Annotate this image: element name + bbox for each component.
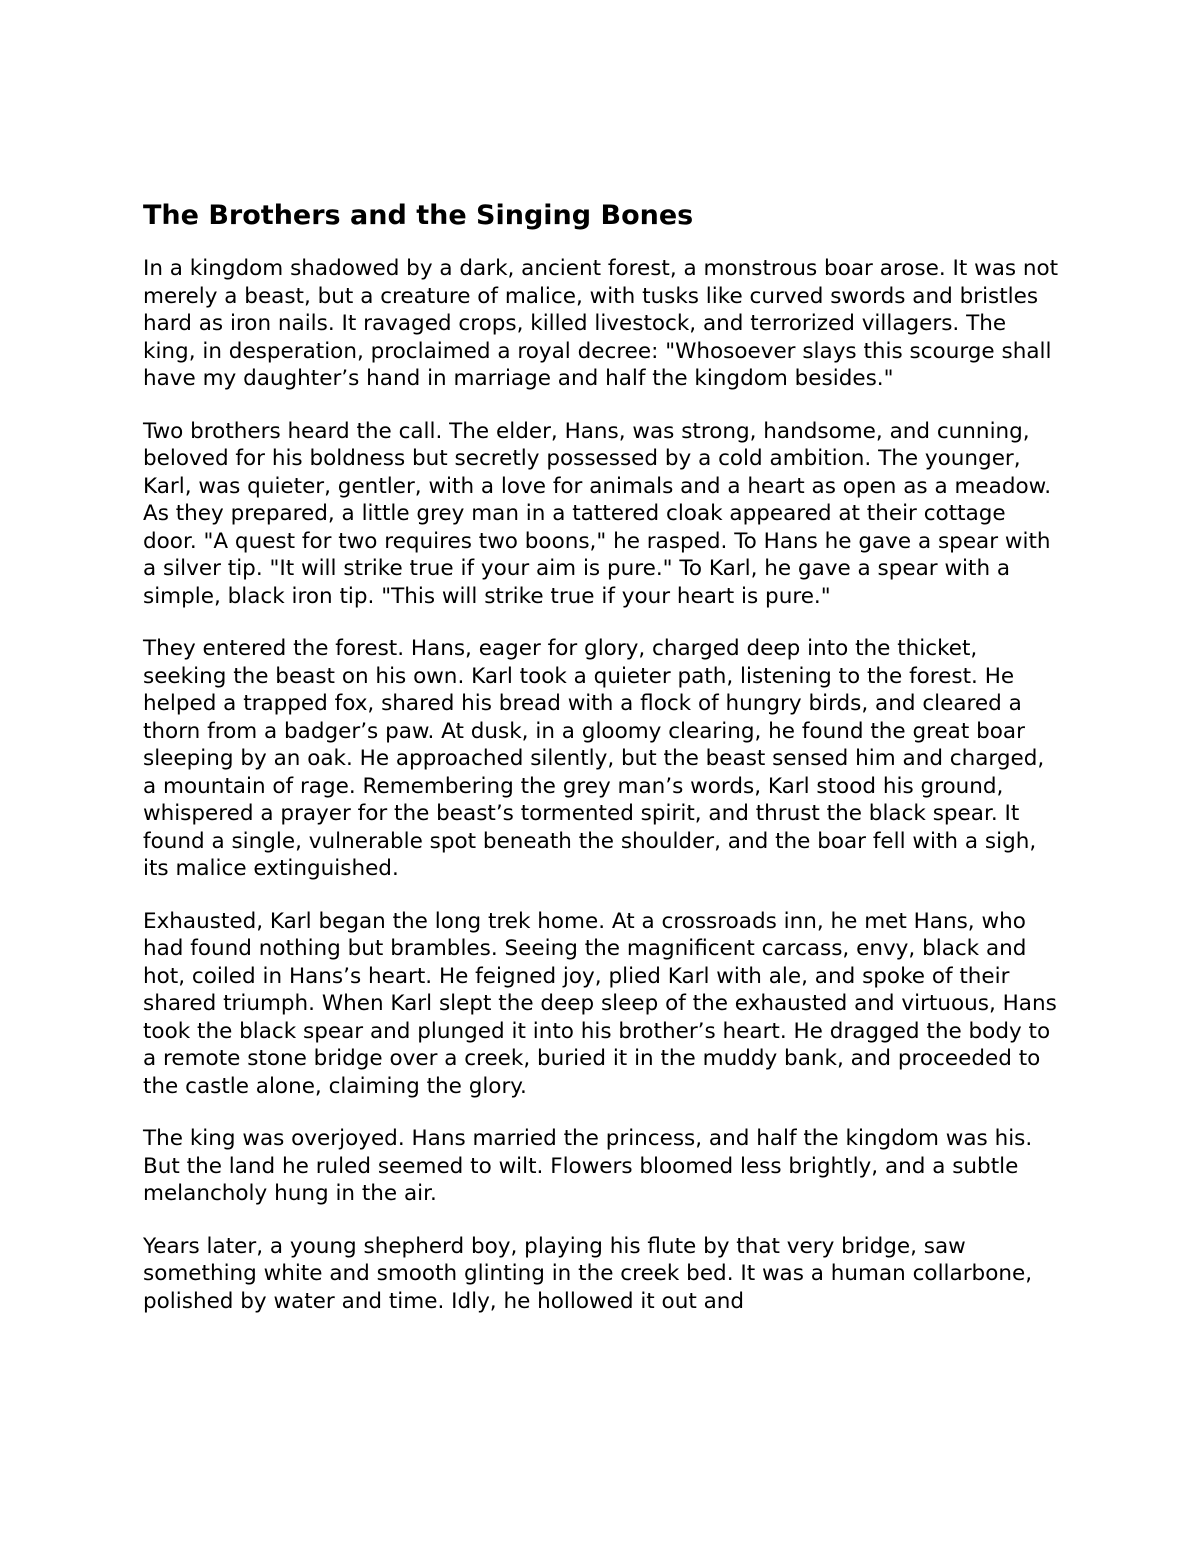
paragraph-3: They entered the forest. Hans, eager for glory, charged deep into the thicket, seeking the beast on his own. Karl took a quieter path, listening to the forest. He helped a trapped fox, shared his bread with a flock of hungry birds, and cleared a thorn from a badger’s paw. At dusk, in a gloomy clearing, he found the great boar sleeping by an oak. He approached silently, but the beast sensed him and charged, a mountain of rage. Remembering the grey man’s words, Karl stood his ground, whispered a prayer for the beast’s tormented spirit, and thrust the black spear. It found a single, vulnerable spot beneath the shoulder, and the boar fell with a sigh, its malice extinguished.: [143, 636, 1045, 881]
paragraph-6: Years later, a young shepherd boy, playing his flute by that very bridge, saw something white and smooth glinting in the creek bed. It was a human collarbone, polished by water and time. Idly, he hollowed it out and: [143, 1233, 1033, 1314]
paragraph-2: Two brothers heard the call. The elder, Hans, was strong, handsome, and cunning, beloved for his boldness but secretly possessed by a cold ambition. The younger, Karl, was quieter, gentler, with a love for animals and a heart as open as a meadow. As they prepared, a little grey man in a tattered cloak appeared at their cottage door. "A quest for two requires two boons," he rasped. To Hans he gave a spear with a silver tip. "It will strike true if your aim is pure." To Karl, he gave a spear with a simple, black iron tip. "This will strike true if your heart is pure.": [143, 418, 1052, 609]
paragraph-4: Exhausted, Karl began the long trek home. At a crossroads inn, he met Hans, who had found nothing but brambles. Seeing the magnificent carcass, envy, black and hot, coiled in Hans’s heart. He feigned joy, plied Karl with ale, and spoke of their shared triumph. When Karl slept the deep sleep of the exhausted and virtuous, Hans took the black spear and plunged it into his brother’s heart. He dragged the body to a remote stone bridge over a creek, buried it in the muddy bank, and proceeded to the castle alone, claiming the glory.: [143, 908, 1057, 1099]
paragraph-5: The king was overjoyed. Hans married the princess, and half the kingdom was his. But the land he ruled seemed to wilt. Flowers bloomed less brightly, and a subtle melancholy hung in the air.: [143, 1126, 1033, 1206]
document-page: [143, 198, 1063, 1340]
paragraph-1: In a kingdom shadowed by a dark, ancient forest, a monstrous boar arose. It was not merely a beast, but a creature of malice, with tusks like curved swords and bristles hard as iron nails. It ravaged crops, killed livestock, and terrorized villagers. The king, in desperation, proclaimed a royal decree: "Whosoever slays this scourge shall have my daughter’s hand in marriage and half the kingdom besides.": [143, 256, 1059, 391]
document-title: The Brothers and the Singing Bones: [143, 200, 694, 231]
